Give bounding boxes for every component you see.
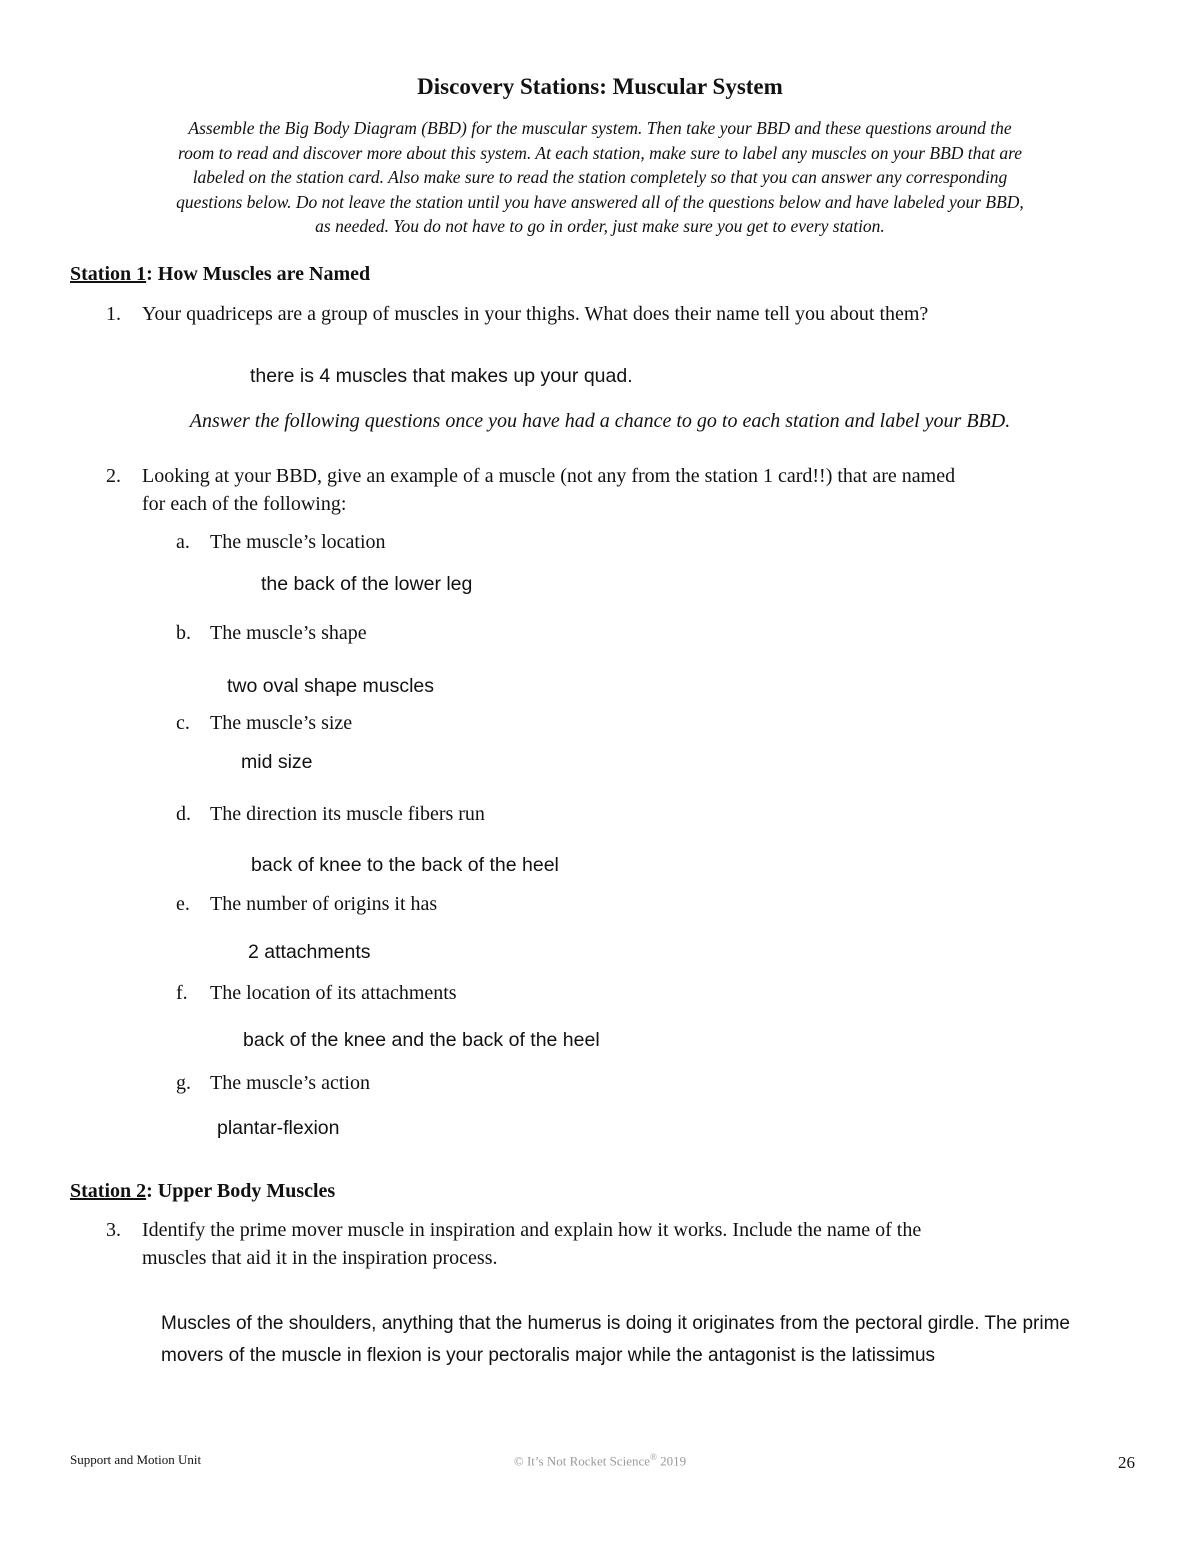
question-2 — [106, 465, 955, 488]
station-1-title: : How Muscles are Named — [146, 263, 371, 285]
page-title: Discovery Stations: Muscular System — [417, 74, 783, 99]
footer-copyright — [0, 1452, 1200, 1469]
sub-question-g — [176, 1072, 370, 1095]
sub-letter: d. — [176, 803, 191, 825]
sub-letter: c. — [176, 712, 190, 734]
sub-text: The muscle’s action — [210, 1072, 370, 1094]
answer-2a: the back of the lower leg — [261, 573, 473, 595]
question-text: Your quadriceps are a group of muscles in your thighs. What does their name tell you about them? — [142, 303, 929, 325]
page-number: 26 — [1118, 1453, 1135, 1472]
question-3 — [106, 1219, 921, 1242]
sub-question-b — [176, 622, 367, 645]
footer-unit-name: Support and Motion Unit — [70, 1452, 202, 1467]
station-2-title: : Upper Body Muscles — [146, 1180, 336, 1202]
answer-2e: 2 attachments — [248, 941, 371, 963]
sub-letter: a. — [176, 531, 190, 553]
intro-line: questions below. Do not leave the station until you have answered all of the questions below and have labeled your BBD, — [176, 191, 1024, 212]
sub-letter: g. — [176, 1072, 191, 1094]
sub-letter: f. — [176, 982, 188, 1004]
sub-text: The direction its muscle fibers run — [210, 803, 485, 825]
question-number: 2. — [106, 465, 121, 487]
answer-1: there is 4 muscles that makes up your quad. — [250, 365, 633, 387]
sub-text: The muscle’s shape — [210, 622, 367, 644]
answer-2d: back of knee to the back of the heel — [251, 854, 559, 876]
answer-2c: mid size — [241, 751, 313, 773]
question-number: 3. — [106, 1219, 121, 1241]
intro-line: room to read and discover more about this system. At each station, make sure to label any muscles on your BBD that are — [177, 142, 1023, 163]
intro-line: labeled on the station card. Also make sure to read the station completely so that you can answer any corresponding — [192, 167, 1008, 188]
sub-text: The muscle’s location — [210, 531, 386, 553]
sub-text: The number of origins it has — [210, 893, 438, 915]
answer-3-line-2: movers of the muscle in flexion is your pectoralis major while the antagonist is the latissimus — [161, 1345, 936, 1366]
station-1-label: Station 1 — [70, 263, 147, 285]
intro-line: Assemble the Big Body Diagram (BBD) for the muscular system. Then take your BBD and these questions around the — [188, 118, 1012, 138]
question-1 — [106, 303, 928, 326]
sub-text: The muscle’s size — [210, 712, 353, 734]
question-3-continued: muscles that aid it in the inspiration process. — [142, 1247, 498, 1269]
sub-letter: b. — [176, 622, 191, 644]
station-1-heading — [70, 263, 370, 286]
copyright-text: © It’s Not Rocket Science — [513, 1453, 651, 1469]
registered-mark: ® — [650, 1452, 657, 1462]
sub-letter: e. — [176, 893, 190, 915]
station-2-label: Station 2 — [70, 1180, 147, 1202]
sub-question-e — [176, 893, 437, 916]
sub-question-f — [176, 982, 457, 1005]
answer-2b: two oval shape muscles — [227, 675, 435, 697]
copyright-year: 2019 — [656, 1453, 687, 1469]
answer-3-line-1: Muscles of the shoulders, anything that the humerus is doing it originates from the pectoral girdle. The prime — [161, 1313, 1070, 1334]
intro-instructions — [60, 116, 1140, 239]
question-2-continued: for each of the following: — [142, 493, 347, 515]
sub-question-a — [176, 531, 386, 554]
intro-line: as needed. You do not have to go in order, just make sure you get to every station. — [315, 216, 885, 237]
question-number: 1. — [106, 303, 121, 325]
answer-2f: back of the knee and the back of the heel — [243, 1029, 600, 1051]
question-text: Looking at your BBD, give an example of a muscle (not any from the station 1 card!!) that are named — [142, 465, 956, 487]
question-text: Identify the prime mover muscle in inspiration and explain how it works. Include the name of the — [142, 1219, 922, 1241]
instruction-note: Answer the following questions once you have had a chance to go to each station and label your BBD. — [189, 410, 1011, 432]
answer-2g: plantar-flexion — [217, 1117, 340, 1139]
sub-text: The location of its attachments — [210, 982, 457, 1004]
station-2-heading — [70, 1180, 335, 1203]
sub-question-c — [176, 712, 352, 735]
sub-question-d — [176, 803, 485, 826]
